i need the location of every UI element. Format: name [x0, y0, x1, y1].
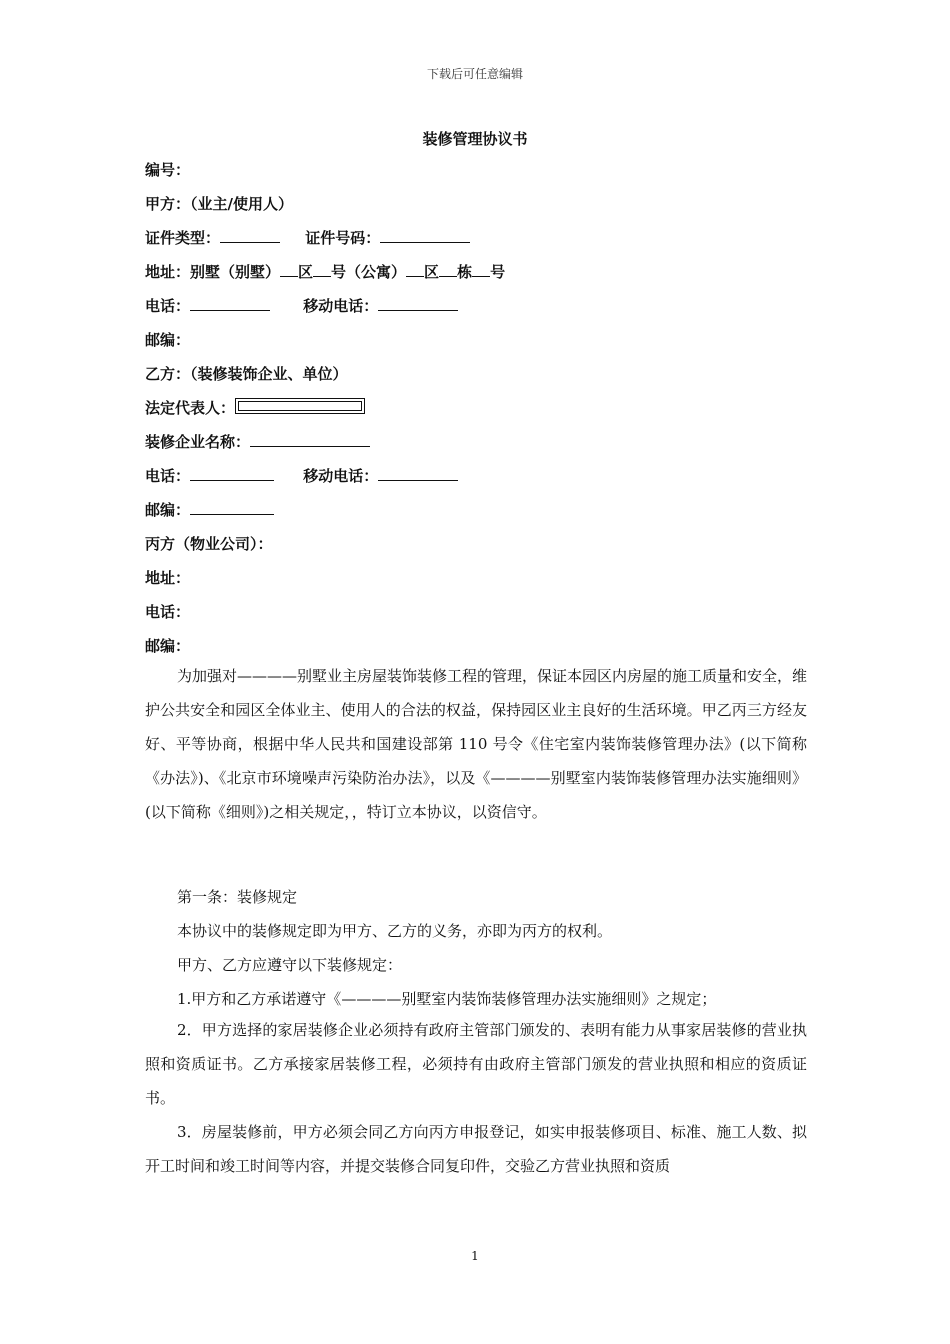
party-a-label: 甲方：（业主/使用人）	[145, 195, 293, 213]
legal-rep-box[interactable]	[235, 398, 365, 414]
id-type-blank[interactable]	[220, 228, 280, 243]
district-blank-2[interactable]	[406, 262, 424, 277]
document-title: 装修管理协议书	[422, 130, 528, 148]
mobile-a-blank[interactable]	[378, 296, 458, 311]
phone-a-blank[interactable]	[190, 296, 270, 311]
party-b-label: 乙方：（装修装饰企业、单位）	[145, 365, 348, 383]
company-name-row: 装修企业名称：	[145, 432, 370, 452]
rule-item-1: 1.甲方和乙方承诺遵守《————别墅室内装饰装修管理办法实施细则》之规定；	[177, 990, 717, 1008]
district-blank-1[interactable]	[280, 262, 298, 277]
number-field: 编号：	[145, 161, 191, 179]
page-header: 下载后可任意编辑	[426, 67, 523, 81]
postcode-b-blank[interactable]	[190, 500, 274, 515]
phone-b-blank[interactable]	[190, 466, 274, 481]
phone-b-row: 电话： 移动电话：	[145, 466, 458, 486]
party-c-label: 丙方（物业公司）：	[145, 535, 273, 553]
intro-paragraph: 为加强对————别墅业主房屋装饰装修工程的管理，保证本园区内房屋的施工质量和安全，维护公共安全和园区全体业主、使用人的合法的权益，保持园区业主良好的生活环境。甲乙丙三方经友好、平等协商，根据中华人民共和国建设部第 110 号令《住宅室内装饰装修管理办法》(以下简称《办法》)、《北京市环境噪声污染防治办法》，以及《————别墅室内装饰装修管理办法实施细则》(以下简称《细则》)之相关规定，，特订立本协议，以资信守。	[145, 667, 808, 821]
rule-item-2: 2．甲方选择的家居装修企业必须持有政府主管部门颁发的、表明有能力从事家居装修的营业执照和资质证书。乙方承接家居装修工程，必须持有由政府主管部门颁发的营业执照和相应的资质证书。	[145, 1021, 807, 1107]
legal-rep-row: 法定代表人：	[145, 398, 365, 418]
building-blank[interactable]	[439, 262, 457, 277]
phone-c-field: 电话：	[145, 603, 191, 621]
page-number: 1	[471, 1249, 479, 1263]
postcode-b-row: 邮编：	[145, 500, 274, 520]
address-a-row: 地址：别墅（别墅） 区 号（公寓） 区 栋 号	[145, 263, 506, 281]
number-blank-2[interactable]	[472, 262, 490, 277]
id-row: 证件类型： 证件号码：	[145, 228, 470, 248]
company-name-blank[interactable]	[250, 432, 370, 447]
number-blank-1[interactable]	[313, 262, 331, 277]
address-c-field: 地址：	[145, 569, 191, 587]
article-1-heading: 第一条：装修规定	[177, 888, 298, 906]
id-number-blank[interactable]	[380, 228, 470, 243]
rule-item-3: 3．房屋装修前，甲方必须会同乙方向丙方申报登记，如实申报装修项目、标准、施工人数、拟开工时间和竣工时间等内容，并提交装修合同复印件，交验乙方营业执照和资质	[145, 1123, 807, 1175]
rule-intro: 本协议中的装修规定即为甲方、乙方的义务，亦即为丙方的权利。	[177, 922, 613, 940]
phone-a-row: 电话： 移动电话：	[145, 296, 458, 316]
rule-lead: 甲方、乙方应遵守以下装修规定：	[177, 956, 403, 974]
postcode-a-field: 邮编：	[145, 331, 191, 349]
mobile-b-blank[interactable]	[378, 466, 458, 481]
postcode-c-field: 邮编：	[145, 637, 191, 655]
